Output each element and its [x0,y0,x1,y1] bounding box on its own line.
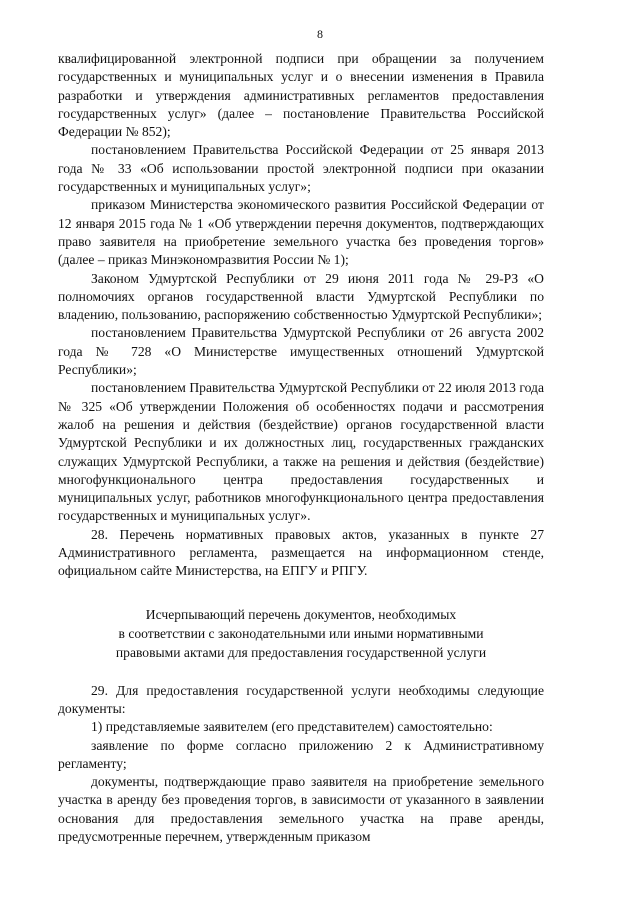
paragraph-decree-728: постановлением Правительства Удмуртской Республики от 26 августа 2002 года № 728 «О Министерстве имущественных отношений Удмуртской Республики»; [58,325,544,378]
paragraph-29: 29. Для предоставления государственной услуги необходимы следующие документы: [58,682,544,716]
paragraph-order-minec-1: приказом Министерства экономического развития Российской Федерации от 12 января 2015 года № 1 «Об утверждении перечня документов, подтверждающих право заявителя на приобретение земельного участка без проведения торгов» (далее – приказ Минэкономразвития России № 1); [58,197,544,268]
section-heading [58,605,544,662]
paragraph-decree-325: постановлением Правительства Удмуртской Республики от 22 июля 2013 года № 325 «Об утверждении Положения об особенностях подачи и рассмотрения жалоб на решения и действия (бездействие) органов государственной власти Удмуртской Республики и их должностных лиц, государственных гражданских служащих Удмуртской Республики, а также на решения и действия (бездействие) многофункционального центра предоставления государственных и муниципальных услуг, работников многофункционального центра предоставления государственных и муниципальных услуг». [58,380,544,524]
paragraphs-before-heading [58,50,544,581]
paragraph-decree-33: постановлением Правительства Российской Федерации от 25 января 2013 года № 33 «Об использовании простой электронной подписи при оказании государственных и муниципальных услуг»; [58,142,544,195]
paragraph-supporting-documents: документы, подтверждающие право заявителя на приобретение земельного участка в аренду без проведения торгов, в зависимости от указанного в заявлении основания для предоставления земельного участка на праве аренды, предусмотренные перечнем, утвержденным приказом [58,774,544,844]
page-number: 8 [317,27,323,41]
section-heading-line: Исчерпывающий перечень документов, необходимых [145,606,457,622]
document-body [58,50,544,846]
paragraph-application-form: заявление по форме согласно приложению 2 к Административному регламенту; [58,737,544,771]
section-heading-line: правовыми актами для предоставления государственной услуги [115,644,487,660]
section-heading-line: в соответствии с законодательными или иными нормативными [118,625,484,641]
paragraph-28: 28. Перечень нормативных правовых актов, указанных в пункте 27 Административного регламента, размещается на информационном стенде, официальном сайте Министерства, на ЕПГУ и РПГУ. [58,526,544,579]
paragraph-29-item-1: 1) представляемые заявителем (его представителем) самостоятельно: [91,719,493,735]
paragraph-law-29-rz: Законом Удмуртской Республики от 29 июня 2011 года № 29-РЗ «О полномочиях органов государственной власти Удмуртской Республики по владению, пользованию, распоряжению собственностью Удмуртской Республики»; [58,270,544,323]
paragraphs-after-heading [58,682,544,847]
paragraph-852-continuation: квалифицированной электронной подписи при обращении за получением государственных и муниципальных услуг и о внесении изменения в Правила разработки и утверждения административных регламентов предоставления государственных услуг» (далее – постановление Правительства Российской Федерации № 852); [58,51,544,140]
